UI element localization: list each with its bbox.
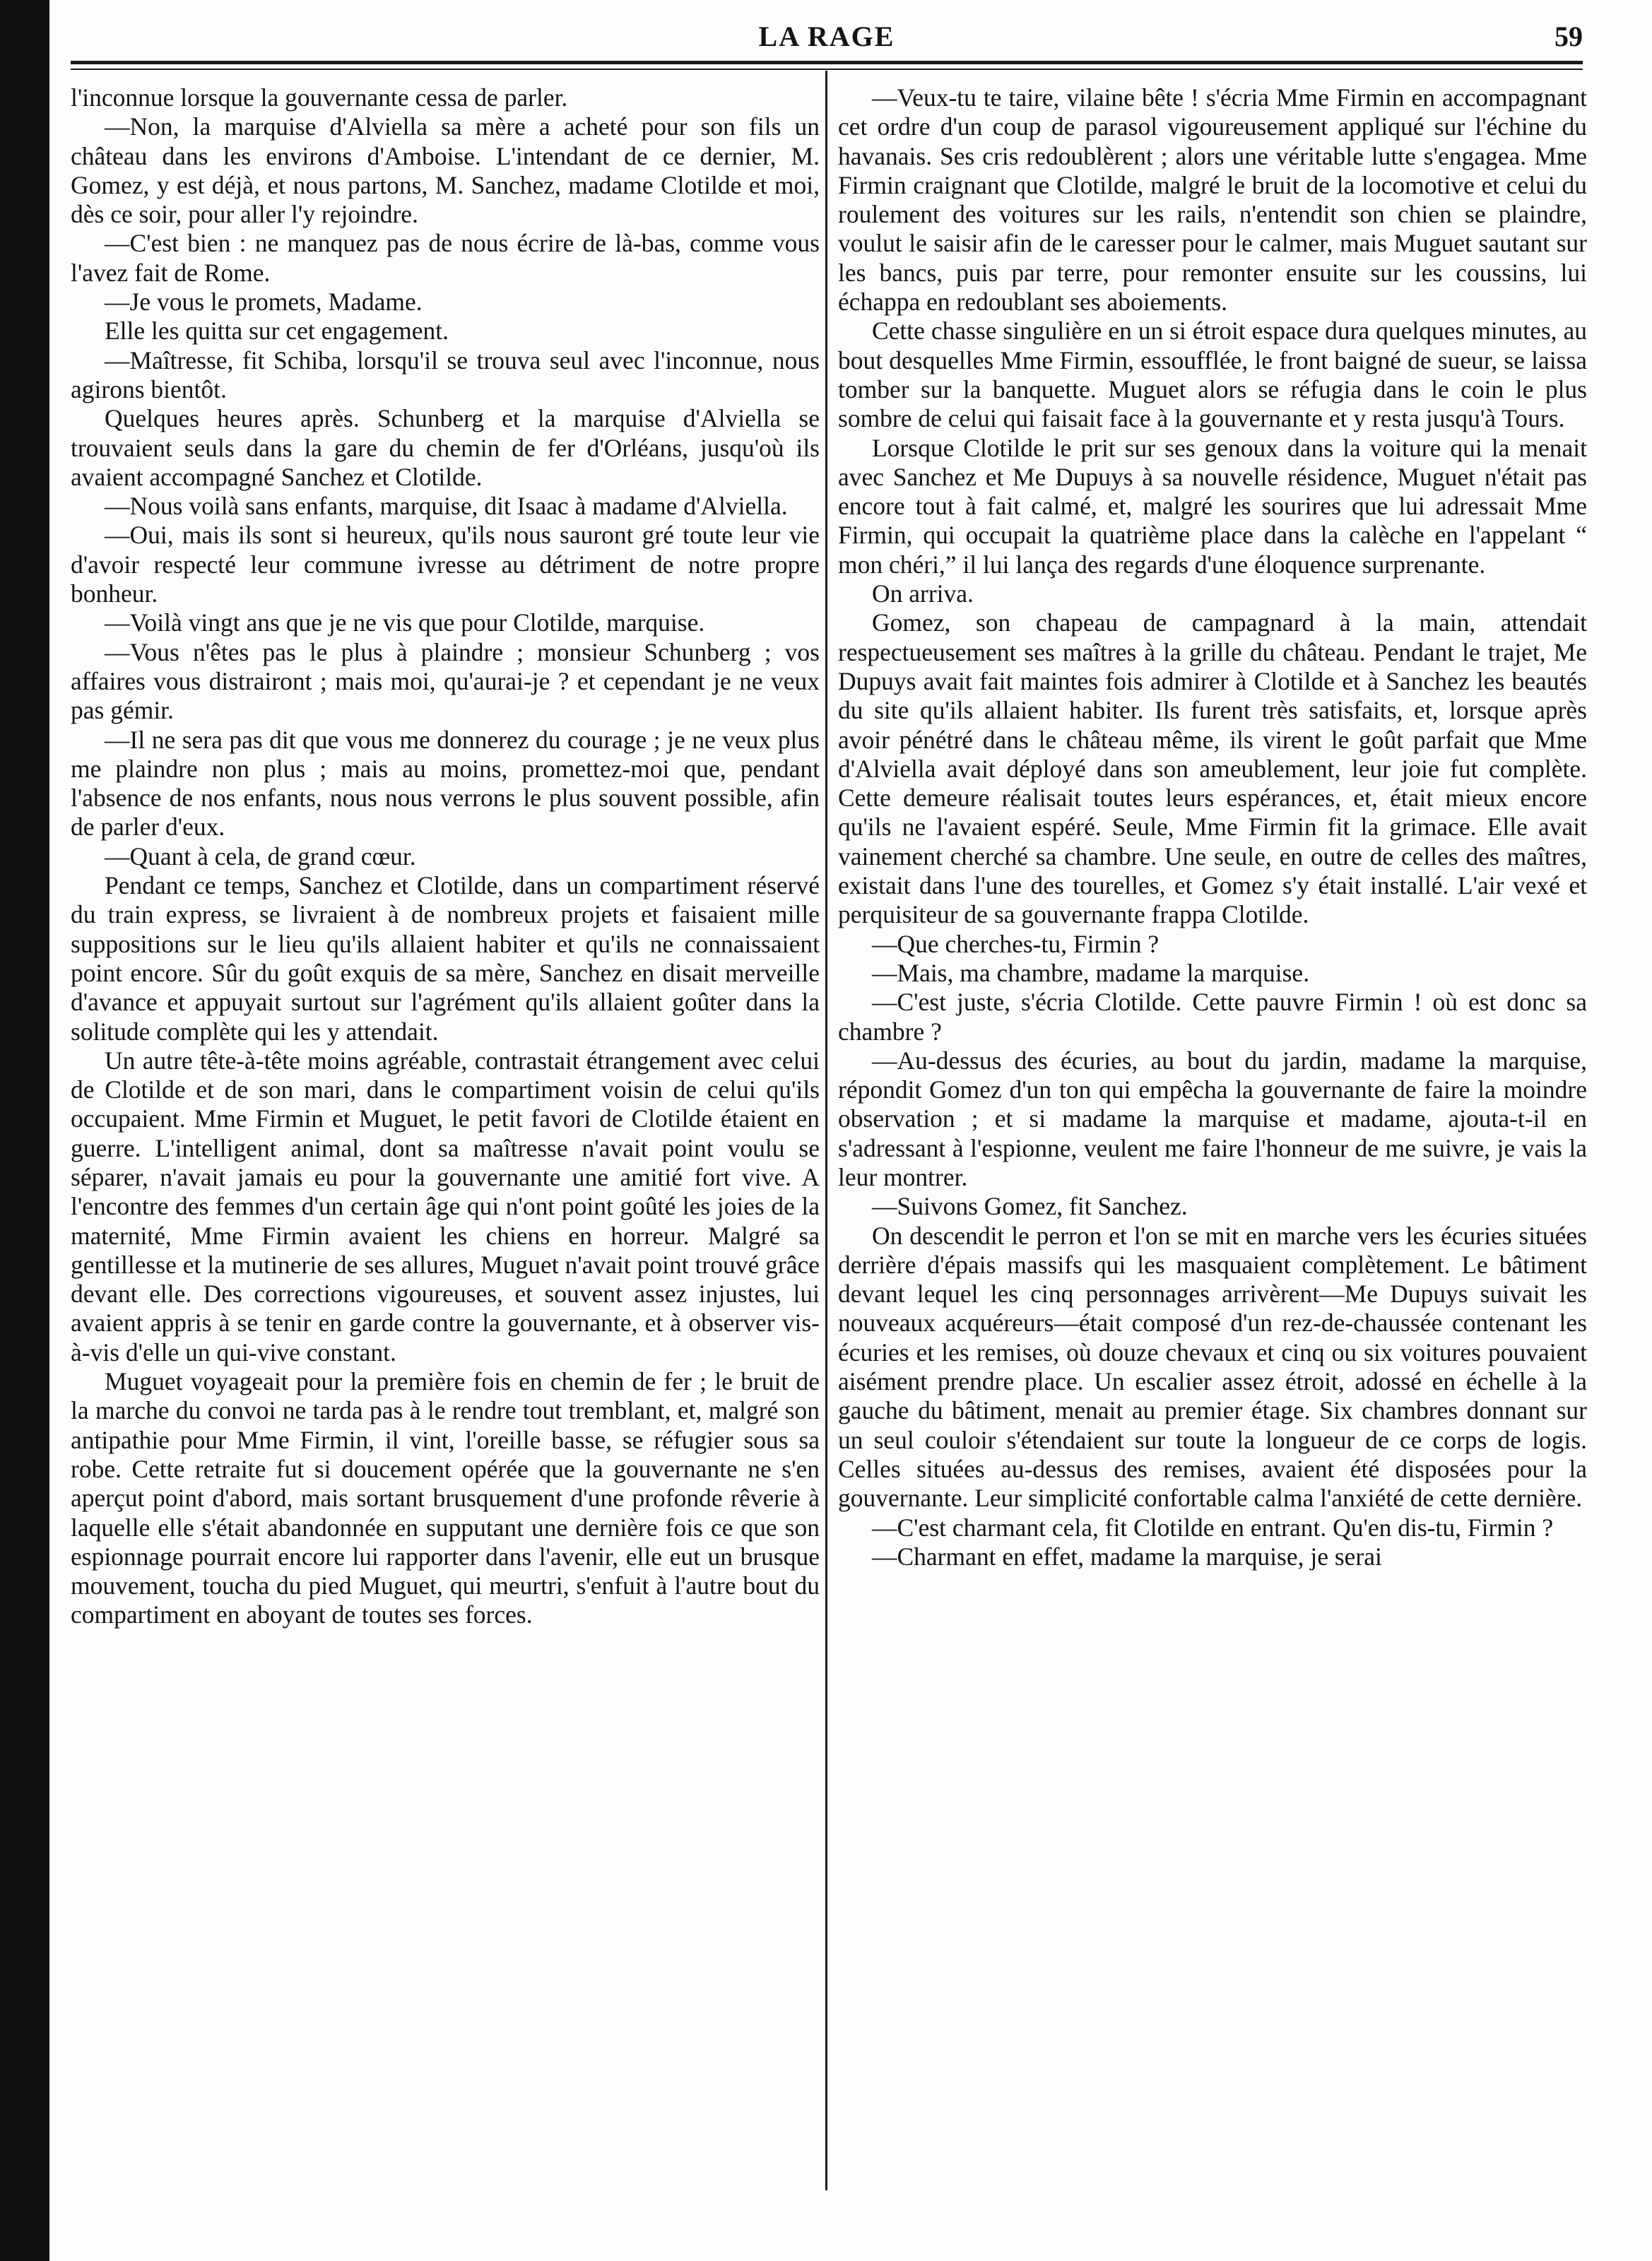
paragraph: On descendit le perron et l'on se mit en marche vers les écuries situées derrière d'épais massifs qui les masquaient complètement. Le bâtiment devant lequel les cinq personnages arrivèrent—Me Dupuys suivait les nouveaux acquéreurs—était composé d'un rez-de-chaussée contenant les écuries et les remises, où douze chevaux et cinq ou six voitures pouvaient aisément prendre place. Un escalier assez étroit, adossé en échelle à la gauche du bâtiment, menait au premier étage. Six chambres donnant sur un seul couloir s'étendaient sur toute la longueur de ce corps de logis. Celles situées au-dessus des remises, avaient été disposées pour la gouvernante. Leur simplicité confortable calma l'anxiété de cette dernière. (838, 1221, 1587, 1513)
paragraph: Gomez, son chapeau de campagnard à la main, attendait respectueusement ses maîtres à la grille du château. Pendant le trajet, Me Dupuys avait fait maintes fois admirer à Clotilde et à Sanchez les beautés du site qu'ils allaient habiter. Ils furent très satisfaits, et, lorsque après avoir pénétré dans le château même, ils virent le goût parfait que Mme d'Alviella avait déployé dans son ameublement, leur joie fut complète. Cette demeure réalisait toutes leurs espérances, et, était mieux encore qu'ils ne l'avaient espéré. Seule, Mme Firmin fit la grimace. Elle avait vainement cherché sa chambre. Une seule, en outre de celles des maîtres, existait dans l'une des tourelles, et Gomez s'y était installé. L'air vexé et perquisiteur de sa gouvernante frappa Clotilde. (838, 608, 1587, 929)
paragraph: —Oui, mais ils sont si heureux, qu'ils nous sauront gré toute leur vie d'avoir respecté leur commune ivresse au détriment de notre propre bonheur. (71, 521, 820, 608)
paragraph: l'inconnue lorsque la gouvernante cessa de parler. (71, 83, 568, 112)
paragraph: —Veux-tu te taire, vilaine bête ! s'écria Mme Firmin en accompagnant cet ordre d'un coup de parasol vigoureusement appliqué sur l'échine du havanais. Ses cris redoublèrent ; alors une véritable lutte s'engagea. Mme Firmin craignant que Clotilde, malgré le bruit de la locomotive et celui du roulement des voitures sur les rails, n'entendit son chien se plaindre, voulut le saisir afin de le caresser pour le calmer, mais Muguet sautant sur les bancs, puis par terre, pour remonter ensuite sur les coussins, lui échappa en redoublant ses aboiements. (838, 83, 1587, 317)
paragraph: —Nous voilà sans enfants, marquise, dit Isaac à madame d'Alviella. (105, 492, 788, 521)
right-column (838, 83, 1587, 2231)
paragraph: Lorsque Clotilde le prit sur ses genoux dans la voiture qui la menait avec Sanchez et Me Dupuys à sa nouvelle résidence, Muguet n'était pas encore tout à fait calmé, et, malgré les sourires que lui adressait Mme Firmin, qui occupait la quatrième place dans la calèche en l'appelant “ mon chéri,” il lui lança des regards d'une éloquence surprenante. (838, 433, 1587, 579)
paragraph: Pendant ce temps, Sanchez et Clotilde, dans un compartiment réservé du train express, se livraient à de nombreux projets et faisaient mille suppositions sur le lieu qu'ils allaient habiter et qu'ils ne connaissaient point encore. Sûr du goût exquis de sa mère, Sanchez en disait merveille d'avance et appuyait surtout sur l'agrément qu'ils allaient goûter dans la solitude complète qui les y attendait. (71, 871, 820, 1046)
paragraph: —Que cherches-tu, Firmin ? (872, 929, 1160, 958)
paragraph: Elle les quitta sur cet engagement. (105, 317, 449, 346)
paragraph: —Suivons Gomez, fit Sanchez. (872, 1192, 1188, 1221)
running-title: LA RAGE (758, 20, 895, 52)
paragraph: —Non, la marquise d'Alviella sa mère a acheté pour son fils un château dans les environs d'Amboise. L'intendant de ce dernier, M. Gomez, y est déjà, et nous partons, M. Sanchez, madame Clotilde et moi, dès ce soir, pour aller l'y rejoindre. (71, 112, 820, 229)
paragraph: —Quant à cela, de grand cœur. (105, 842, 416, 870)
paragraph: —Voilà vingt ans que je ne vis que pour Clotilde, marquise. (105, 608, 705, 637)
page-header (71, 20, 1583, 62)
paragraph: Un autre tête-à-tête moins agréable, contrastait étrangement avec celui de Clotilde et de son mari, dans le compartiment voisin de celui qu'ils occupaient. Mme Firmin et Muguet, le petit favori de Clotilde étaient en guerre. L'intelligent animal, dont sa maîtresse n'avait point voulu se séparer, n'avait jamais eu pour la gouvernante une amitié fort vive. A l'encontre des femmes d'un certain âge qui n'ont point goûté les joies de la maternité, Mme Firmin avaient les chiens en horreur. Malgré sa gentillesse et la mutinerie de ses allures, Muguet n'avait point trouvé grâce devant elle. Des corrections vigoureuses, et souvent assez injustes, lui avaient appris à se tenir en garde contre la gouvernante, et à observer vis-à-vis d'elle un qui-vive constant. (71, 1046, 820, 1366)
paragraph: On arriva. (872, 579, 974, 608)
paragraph: —Vous n'êtes pas le plus à plaindre ; monsieur Schunberg ; vos affaires vous distrairont ; mais moi, qu'aurai-je ? et cependant je ne veux pas gémir. (71, 637, 820, 725)
header-rule-thin (71, 69, 1583, 70)
paragraph: Quelques heures après. Schunberg et la marquise d'Alviella se trouvaient seuls dans la gare du chemin de fer d'Orléans, jusqu'où ils avaient accompagné Sanchez et Clotilde. (71, 404, 820, 491)
paragraph: —Charmant en effet, madame la marquise, je serai (872, 1542, 1382, 1571)
paragraph: —Mais, ma chambre, madame la marquise. (872, 958, 1310, 987)
scan-edge-bar (0, 0, 49, 2261)
paragraph: Cette chasse singulière en un si étroit espace dura quelques minutes, au bout desquelles Mme Firmin, essoufflée, le front baigné de sueur, se laissa tomber sur la banquette. Muguet alors se réfugia dans le coin le plus sombre de celui qui faisait face à la gouvernante et y resta jusqu'à Tours. (838, 317, 1587, 433)
paragraph: —Maîtresse, fit Schiba, lorsqu'il se trouva seul avec l'inconnue, nous agirons bientôt. (71, 346, 820, 403)
paragraph: —Je vous le promets, Madame. (105, 288, 423, 317)
paragraph: —C'est charmant cela, fit Clotilde en entrant. Qu'en dis-tu, Firmin ? (872, 1513, 1554, 1542)
paragraph: Muguet voyageait pour la première fois en chemin de fer ; le bruit de la marche du convoi ne tarda pas à le rendre tout tremblant, et, malgré son antipathie pour Mme Firmin, il vint, l'oreille basse, se réfugier sous sa robe. Cette retraite fut si doucement opérée que la gouvernante ne s'en aperçut point d'abord, mais sortant brusquement d'une profonde rêverie à laquelle elle s'était abandonnée en supputant une dernière fois ce que son espionnage pourrait encore lui rapporter dans l'avenir, elle eut un brusque mouvement, toucha du pied Muguet, qui meurtri, s'enfuit à l'autre bout du compartiment en aboyant de toutes ses forces. (71, 1367, 820, 1629)
paragraph: —Il ne sera pas dit que vous me donnerez du courage ; je ne veux plus me plaindre non plus ; mais au moins, promettez-moi que, pendant l'absence de nos enfants, nous nous verrons le plus souvent possible, afin de parler d'eux. (71, 725, 820, 842)
paragraph: —C'est juste, s'écria Clotilde. Cette pauvre Firmin ! où est donc sa chambre ? (838, 988, 1587, 1046)
paragraph: —C'est bien : ne manquez pas de nous écrire de là-bas, comme vous l'avez fait de Rome. (71, 229, 820, 287)
column-divider (825, 71, 827, 2190)
header-rule-thick (71, 61, 1583, 64)
left-column (71, 83, 820, 2231)
paragraph: —Au-dessus des écuries, au bout du jardin, madame la marquise, répondit Gomez d'un ton qui empêcha la gouvernante de faire la moindre observation ; et si madame la marquise et madame, ajouta-t-il en s'adressant à l'espionne, veulent me faire l'honneur de me suivre, je vais la leur montrer. (838, 1046, 1587, 1191)
page-number: 59 (1554, 20, 1583, 52)
